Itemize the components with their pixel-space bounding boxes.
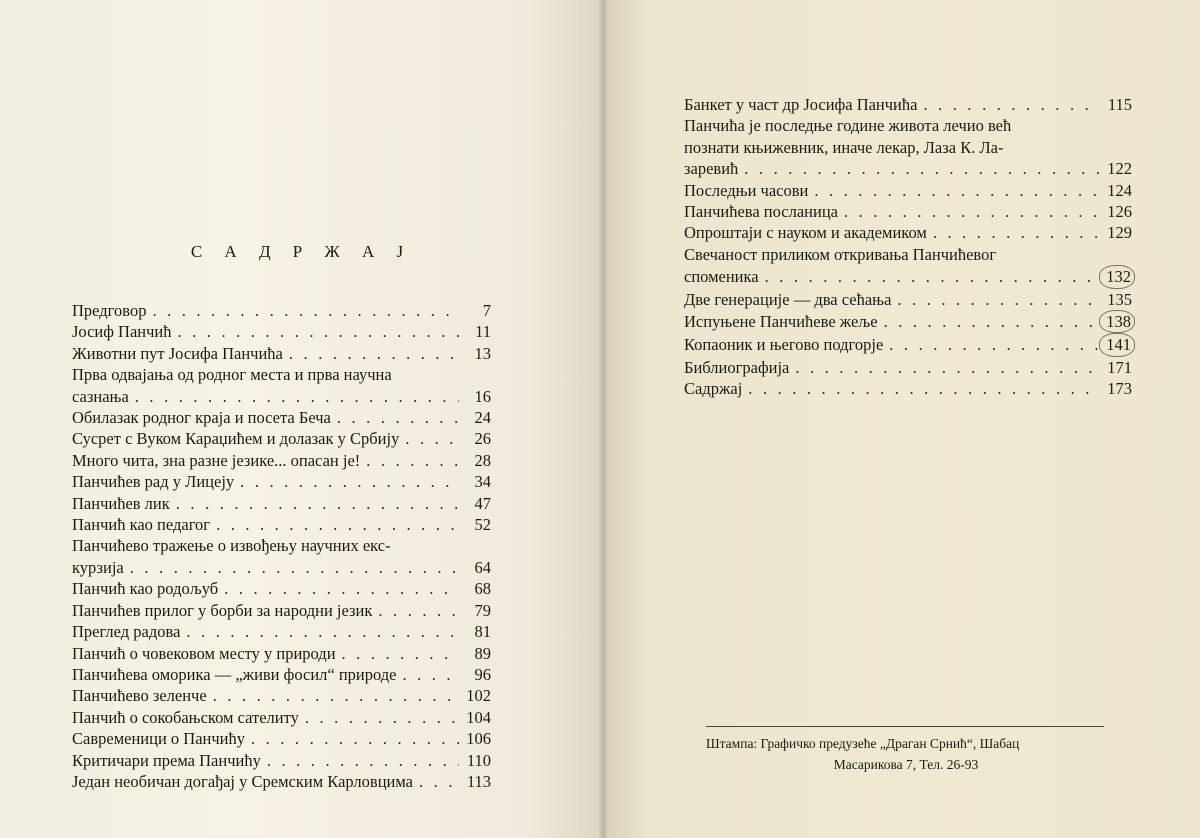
dot-leader bbox=[360, 450, 459, 471]
toc-page-number: 89 bbox=[474, 643, 491, 663]
dot-leader bbox=[261, 750, 459, 771]
toc-page-number: 122 bbox=[1107, 159, 1132, 179]
toc-page-number: 52 bbox=[474, 515, 491, 535]
toc-page-number: 13 bbox=[474, 343, 491, 363]
toc-entry-title: споменика bbox=[684, 267, 759, 287]
dot-leader bbox=[180, 621, 459, 642]
toc-page-number: 129 bbox=[1107, 223, 1132, 243]
toc-entry-title: Опроштаји с науком и академиком bbox=[684, 223, 927, 243]
toc-entry bbox=[684, 310, 1132, 333]
imprint-line-2: Масарикова 7, Тел. 26-93 bbox=[833, 757, 979, 772]
toc-entry-title: Панчић као педагог bbox=[72, 515, 211, 535]
toc-entry-title: Животни пут Јосифа Панчића bbox=[72, 343, 283, 363]
dot-leader bbox=[396, 664, 459, 685]
toc-entry bbox=[684, 222, 1132, 243]
toc-page-number: 106 bbox=[466, 729, 491, 749]
toc-page-number: 79 bbox=[474, 600, 491, 620]
dot-leader bbox=[838, 201, 1100, 222]
toc-entry-title: Панчићев рад у Лицеју bbox=[72, 472, 235, 492]
toc-entry bbox=[72, 514, 491, 535]
toc-entry bbox=[72, 578, 491, 599]
toc-entry-title: заревић bbox=[684, 159, 739, 179]
dot-leader bbox=[878, 311, 1099, 332]
toc-page-number: 47 bbox=[474, 493, 491, 513]
imprint-line-1: Штампа: Графичко предузеће „Драган Срнић“, Шабац bbox=[706, 736, 1020, 751]
toc-entry-title: Копаоник и његово подгорје bbox=[684, 335, 884, 355]
toc-page-number: 138 bbox=[1099, 310, 1135, 333]
dot-leader bbox=[207, 685, 459, 706]
dot-leader bbox=[759, 266, 1099, 287]
toc-entry-title: Панчић о сокобањском сателиту bbox=[72, 707, 299, 727]
toc-entry-title: Панчићев лик bbox=[72, 493, 170, 513]
toc-entry-title: Обилазак родног краја и посета Беча bbox=[72, 408, 331, 428]
toc-entry-title: Панчић о човековом месту у природи bbox=[72, 643, 336, 663]
toc-entry-title: Библиографија bbox=[684, 357, 790, 377]
toc-entry-title: Панчићев прилог у борби за народни језик bbox=[72, 600, 373, 620]
toc-entry bbox=[72, 428, 491, 449]
dot-leader bbox=[742, 378, 1100, 399]
dot-leader bbox=[917, 94, 1100, 115]
toc-entry bbox=[72, 343, 491, 364]
toc-page-number: 11 bbox=[475, 322, 491, 342]
toc-page-number: 64 bbox=[474, 557, 491, 577]
dot-leader bbox=[210, 514, 459, 535]
toc-page-number: 34 bbox=[474, 472, 491, 492]
dot-leader bbox=[399, 428, 459, 449]
toc-page-number: 16 bbox=[474, 386, 491, 406]
toc-entry bbox=[684, 333, 1132, 356]
toc-entry-title: Панчићево зеленче bbox=[72, 686, 207, 706]
toc-entry bbox=[684, 201, 1132, 222]
toc-entry-title: Један необичан догађај у Сремским Карловцима bbox=[72, 771, 414, 791]
toc-entry bbox=[72, 364, 491, 407]
toc-entry-title: Јосиф Панчић bbox=[72, 322, 172, 342]
dot-leader bbox=[336, 643, 459, 664]
toc-entry bbox=[684, 180, 1132, 201]
toc-page-number: 141 bbox=[1099, 333, 1135, 356]
dot-leader bbox=[146, 300, 459, 321]
toc-entry bbox=[72, 728, 491, 749]
toc-entry-title: Панчићева оморика — „живи фосил“ природе bbox=[72, 664, 397, 684]
printer-imprint bbox=[706, 734, 1106, 775]
toc-page-number: 68 bbox=[474, 579, 491, 599]
toc-entry bbox=[684, 244, 1132, 289]
toc-page-number: 115 bbox=[1107, 95, 1132, 114]
dot-leader bbox=[129, 386, 459, 407]
toc-entry-title: Две генерације — два сећања bbox=[684, 289, 892, 309]
toc-heading: С А Д Р Ж А Ј bbox=[190, 242, 413, 261]
toc-entry-title: Преглед радова bbox=[72, 622, 181, 642]
toc-page-number: 171 bbox=[1107, 357, 1132, 377]
dot-leader bbox=[299, 707, 459, 728]
dot-leader bbox=[738, 158, 1100, 179]
toc-page-number: 26 bbox=[474, 429, 491, 449]
toc-entry bbox=[684, 357, 1132, 378]
dot-leader bbox=[170, 493, 459, 514]
toc-page-number: 110 bbox=[466, 750, 491, 770]
dot-leader bbox=[245, 728, 459, 749]
toc-entry-title-line: познати књижевник, иначе лекар, Лаза К. Ла- bbox=[684, 137, 1004, 157]
dot-leader bbox=[789, 357, 1100, 378]
toc-entry-title: Много чита, зна разне језике... опасан је! bbox=[72, 450, 361, 470]
toc-page-number: 173 bbox=[1107, 379, 1132, 399]
dot-leader bbox=[234, 471, 459, 492]
toc-entry bbox=[72, 750, 491, 771]
toc-entry bbox=[72, 664, 491, 685]
toc-entry bbox=[72, 771, 491, 792]
dot-leader bbox=[883, 334, 1099, 355]
imprint-divider bbox=[706, 726, 1104, 727]
toc-page-number: 7 bbox=[482, 301, 491, 320]
toc-page-number: 126 bbox=[1107, 202, 1132, 222]
dot-leader bbox=[172, 321, 460, 342]
toc-entry bbox=[72, 471, 491, 492]
toc-entry bbox=[72, 707, 491, 728]
toc-page-number: 104 bbox=[466, 707, 491, 727]
toc-entry bbox=[72, 407, 491, 428]
dot-leader bbox=[891, 289, 1100, 310]
toc-page-number: 96 bbox=[474, 664, 491, 684]
toc-entry-title: Последњи часови bbox=[684, 180, 809, 200]
dot-leader bbox=[283, 343, 459, 364]
toc-entry bbox=[72, 300, 491, 321]
dot-leader bbox=[927, 222, 1100, 243]
toc-entry bbox=[684, 378, 1132, 399]
toc-entry-title: курзија bbox=[72, 557, 124, 577]
toc-entry-title-line: Панчића је последње године живота лечио већ bbox=[684, 116, 1012, 136]
toc-entry-title-line: Прва одвајања од родног места и прва научна bbox=[72, 365, 392, 385]
toc-entry-title: Садржај bbox=[684, 379, 743, 399]
toc-entry-title-line: Свечаност приликом откривања Панчићевог bbox=[684, 244, 997, 264]
toc-entry bbox=[72, 535, 491, 578]
toc-page-number: 28 bbox=[474, 450, 491, 470]
toc-page-number: 81 bbox=[474, 622, 491, 642]
toc-entry-title: Предговор bbox=[72, 301, 147, 320]
toc-list-left bbox=[72, 300, 491, 792]
toc-entry-title: Банкет у част др Јосифа Панчића bbox=[684, 95, 918, 114]
toc-page-number: 24 bbox=[474, 408, 491, 428]
book-gutter bbox=[598, 0, 608, 838]
toc-page-number: 113 bbox=[466, 771, 491, 791]
toc-entry-title: Испуњене Панчићеве жеље bbox=[684, 312, 878, 332]
toc-list-right bbox=[684, 94, 1132, 400]
toc-entry bbox=[684, 115, 1132, 179]
toc-entry bbox=[72, 643, 491, 664]
toc-entry bbox=[72, 450, 491, 471]
toc-page-number: 124 bbox=[1107, 180, 1132, 200]
toc-entry bbox=[684, 289, 1132, 310]
toc-page-number: 102 bbox=[466, 686, 491, 706]
toc-entry-title: Савременици о Панчићу bbox=[72, 729, 245, 749]
toc-entry bbox=[72, 685, 491, 706]
toc-page-number: 132 bbox=[1099, 265, 1135, 288]
toc-entry bbox=[684, 94, 1132, 115]
toc-entry-title: сазнања bbox=[72, 386, 129, 406]
toc-entry-title-line: Панчићево тражење о извођењу научних екс- bbox=[72, 536, 391, 556]
toc-page-number: 135 bbox=[1107, 289, 1132, 309]
dot-leader bbox=[413, 771, 459, 792]
dot-leader bbox=[372, 600, 459, 621]
toc-entry-title: Панчић као родољуб bbox=[72, 579, 219, 599]
toc-entry-title: Панчићева посланица bbox=[684, 202, 838, 222]
dot-leader bbox=[218, 578, 459, 599]
toc-entry bbox=[72, 621, 491, 642]
toc-entry-title: Сусрет с Вуком Караџићем и долазак у Србију bbox=[72, 429, 400, 449]
toc-entry bbox=[72, 600, 491, 621]
toc-entry bbox=[72, 493, 491, 514]
dot-leader bbox=[808, 180, 1100, 201]
dot-leader bbox=[331, 407, 459, 428]
toc-entry bbox=[72, 321, 491, 342]
dot-leader bbox=[124, 557, 459, 578]
toc-entry-title: Критичари према Панчићу bbox=[72, 750, 261, 770]
